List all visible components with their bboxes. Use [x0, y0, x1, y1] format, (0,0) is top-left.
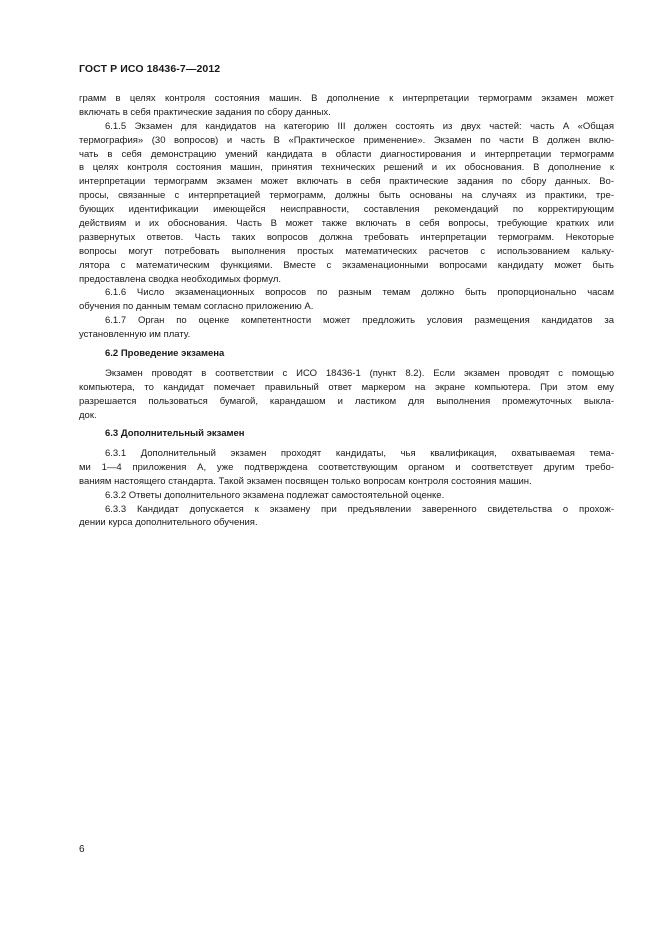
section-heading-6-3: 6.3 Дополнительный экзамен — [105, 428, 245, 439]
text-line: термография» (30 вопросов) и часть В «Практическое применение». Экзамен по части В должен вклю- — [79, 134, 614, 146]
text-line: дении курса дополнительного обучения. — [79, 517, 258, 529]
text-line: обучения по данным темам согласно приложению А. — [79, 301, 314, 313]
text-line: просы, связанные с интерпретацией термограмм, должны быть основаны на случаях из практики, тре- — [79, 190, 614, 202]
text-line: 6.3.2 Ответы дополнительного экзамена подлежат самостоятельной оценке. — [105, 489, 445, 501]
text-line: компьютера, то кандидат помечает правильный ответ маркером на экране компьютера. При этом ему — [79, 381, 614, 393]
text-line: 6.1.6 Число экзаменационных вопросов по разным темам должно быть пропорционально часам — [105, 287, 614, 299]
text-line: чать в себя демонстрацию умений кандидата в области диагностирования и интерпретации термограмм — [79, 148, 614, 160]
text-line: док. — [79, 409, 97, 421]
section-heading-6-2: 6.2 Проведение экзамена — [105, 348, 225, 359]
text-line: 6.3.1 Дополнительный экзамен проходят кандидаты, чья квалификация, охватываемая тема- — [105, 448, 614, 459]
text-line: Экзамен проводят в соответствии с ИСО 18436-1 (пункт 8.2). Если экзамен проводят с помощью — [105, 368, 614, 379]
text-line: интерпретации термограмм экзамен может включать в себя практические задания по сбору данных. Во- — [79, 176, 614, 188]
text-line: предоставлена сводка необходимых формул. — [79, 273, 282, 285]
document-header-title: ГОСТ Р ИСО 18436-7—2012 — [79, 63, 221, 75]
text-line: ми 1—4 приложения А, уже подтверждена соответствующим органом и соответствует другим требо- — [79, 461, 614, 473]
text-line: действиям и их обоснования. Часть В может также включать в себя вопросы, требующие кратких или — [79, 218, 614, 230]
page-number: 6 — [79, 844, 85, 855]
text-line: грамм в целях контроля состояния машин. В дополнение к интерпретации термограмм экзамен может — [79, 93, 614, 104]
text-block-6-2 — [79, 367, 614, 423]
text-line: установленную им плату. — [79, 329, 191, 341]
text-line: в целях контроля состояния машин, принятия технических решений и их обоснования. В дополнение к — [79, 162, 614, 174]
text-line: 6.1.7 Орган по оценке компетентности может предложить условия размещения кандидатов за — [105, 315, 614, 327]
text-block-6-3 — [79, 447, 614, 530]
text-line: 6.1.5 Экзамен для кандидатов на категорию III должен состоять из двух частей: часть А «Общая — [105, 120, 614, 132]
text-line: лятора с математическим функциями. Вместе с экзаменационными вопросами кандидату может быть — [79, 259, 614, 271]
text-line: разрешается пользоваться бумагой, карандашом и ластиком для выполнения промежуточных выкла- — [79, 395, 614, 407]
text-line: вопросы могут потребовать выполнения простых математических расчетов с использованием кальку- — [79, 245, 614, 257]
text-block-6-1 — [79, 92, 614, 342]
text-line: ваниям настоящего стандарта. Такой экзамен посвящен только вопросам контроля состояния машин. — [79, 475, 532, 487]
text-line: бующих идентификации имеющейся неисправности, составления рекомендаций по корректирующим — [79, 204, 614, 216]
text-line: включать в себя практические задания по сбору данных. — [79, 106, 331, 118]
text-line: развернутых ответов. Часть таких вопросов должна требовать интерпретации термограмм. Некоторые — [79, 231, 614, 243]
text-line: 6.3.3 Кандидат допускается к экзамену при предъявлении заверенного свидетельства о прохож- — [105, 503, 614, 515]
